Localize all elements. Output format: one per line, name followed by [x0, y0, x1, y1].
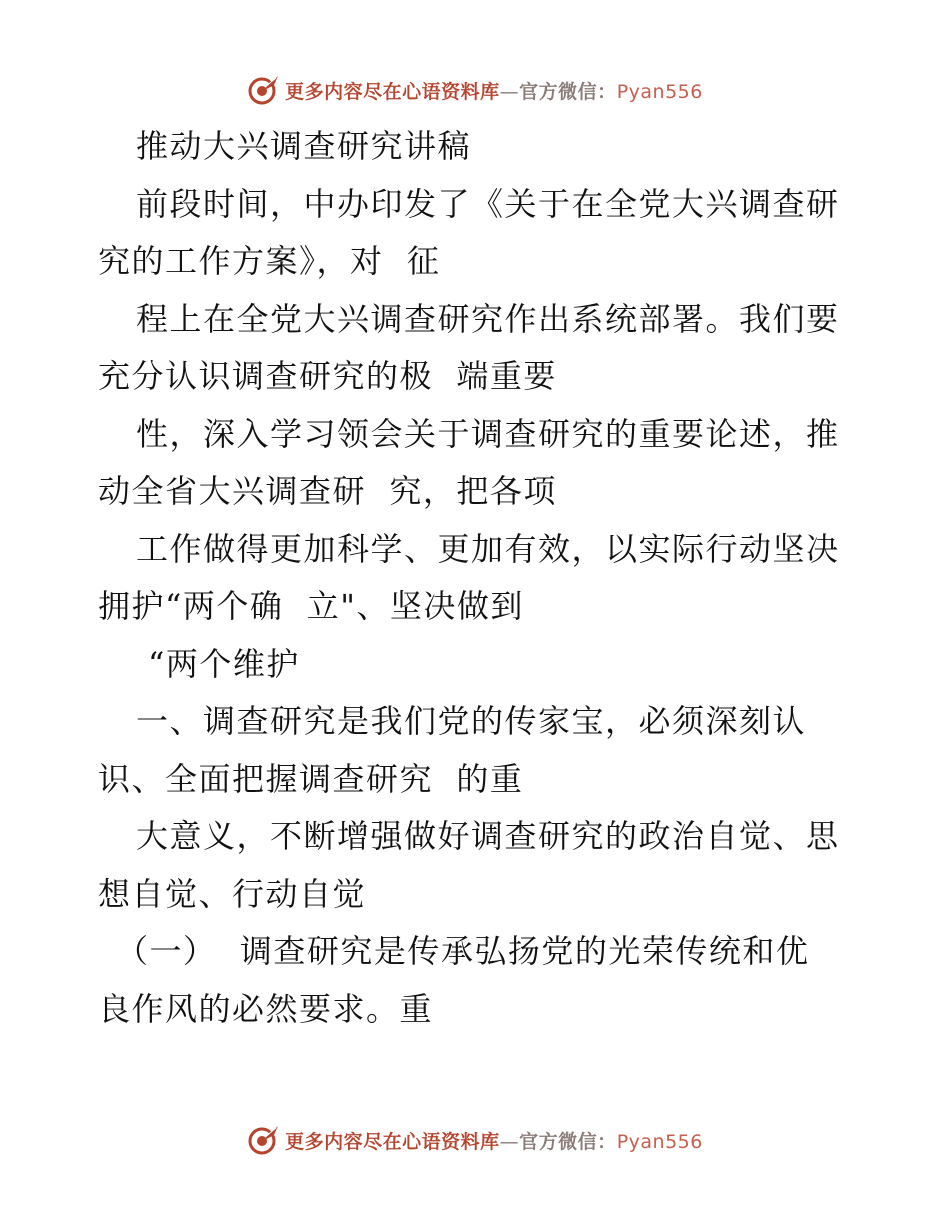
paragraph-line: 良作风的必然要求。重 [98, 989, 434, 1028]
paragraph-line: “两个维护 [148, 644, 300, 683]
paragraph-line: 程上在全党大兴调查研究作出系统部署。我们要 [136, 299, 840, 338]
banner-official-label: 官方微信： [519, 1130, 617, 1153]
paragraph-line: 识、全面把握调查研究 的重 [98, 759, 524, 798]
quill-circle-logo-icon [247, 1123, 281, 1157]
paragraph-line: 工作做得更加科学、更加有效，以实际行动坚决 [136, 529, 840, 568]
banner-dash: — [499, 1130, 520, 1153]
banner-wechat-id: Pyan556 [616, 80, 703, 103]
subsection-heading-line: （一） 调查研究是传承弘扬党的光荣传统和优 [116, 932, 810, 970]
header-watermark-banner [0, 70, 950, 110]
paragraph-line: 究的工作方案》，对 征 [98, 242, 441, 280]
banner-official-label: 官方微信： [519, 80, 617, 103]
paragraph-line: 性，深入学习领会关于调查研究的重要论述，推 [136, 414, 840, 453]
paragraph-line: 前段时间，中办印发了《关于在全党大兴调查研 [136, 184, 840, 223]
section-heading-line: 一、调查研究是我们党的传家宝，必须深刻认 [136, 702, 807, 740]
banner-main-text: 更多内容尽在心语资料库 [285, 1130, 500, 1153]
banner-main-text: 更多内容尽在心语资料库 [285, 80, 500, 103]
paragraph-line: 大意义，不断增强做好调查研究的政治自觉、思 [136, 817, 840, 855]
quill-circle-logo-icon [247, 73, 281, 107]
document-title: 推动大兴调查研究讲稿 [136, 127, 472, 165]
document-body [0, 118, 950, 1038]
paragraph-line: 想自觉、行动自觉 [98, 874, 367, 913]
paragraph-line: 充分认识调查研究的极 端重要 [98, 357, 557, 395]
footer-watermark-banner [0, 1120, 950, 1160]
paragraph-line: 拥护“两个确 立"、坚决做到 [98, 587, 524, 625]
banner-wechat-id: Pyan556 [616, 1130, 703, 1153]
paragraph-line: 动全省大兴调查研 究，把各项 [98, 472, 557, 510]
banner-dash: — [499, 80, 520, 103]
